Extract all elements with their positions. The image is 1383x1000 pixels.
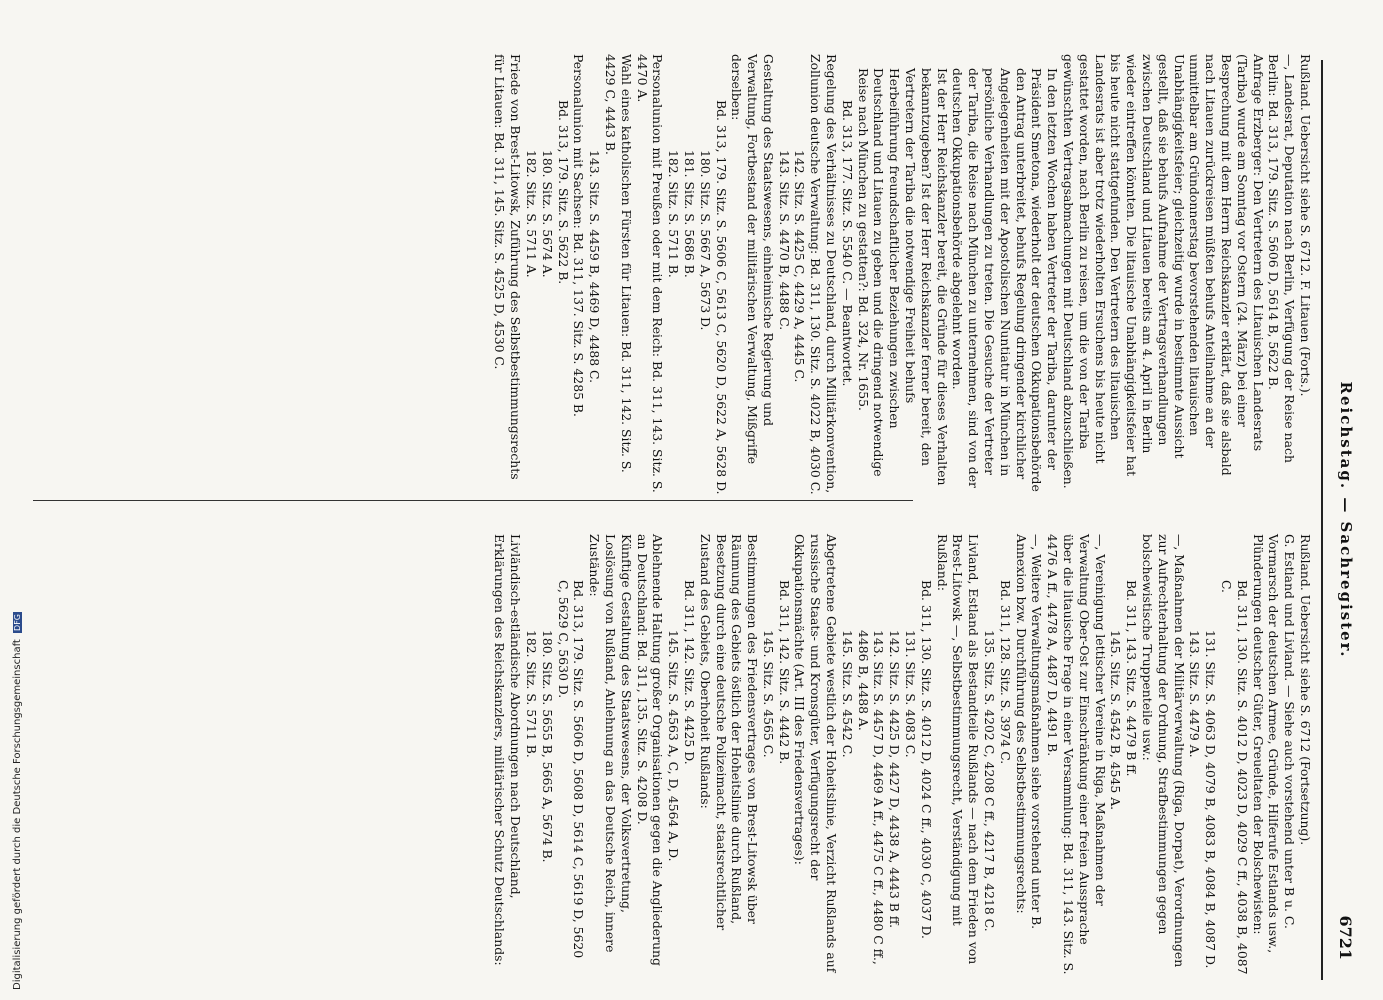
- digitization-credit: [12, 590, 32, 990]
- register-entry: Bd. 311, 142. Sitz. S. 4442 B.: [776, 580, 792, 765]
- register-entry: 180. Sitz. S. 5655 B, 5665 A, 5674 B.: [539, 630, 555, 863]
- register-entry: Bd. 311, 143. Sitz. S. 4479 B ff.: [1124, 580, 1140, 777]
- register-entry: Personalunion mit Preußen oder mit dem Reich: Bd. 311, 143. Sitz. S. 4470 A.: [634, 54, 666, 493]
- register-entry: G. Estland und Livland. — Siehe auch vorstehend unter B u. C.: [1282, 534, 1298, 929]
- register-entry: 143. Sitz. S. 4470 B, 4488 C.: [776, 150, 792, 331]
- register-entry: 131. Sitz. S. 4083 C.: [903, 630, 919, 758]
- register-entry: Bd. 313, 179. Sitz. S. 5622 B.: [555, 100, 571, 285]
- running-title: Reichstag. — Sachregister.: [1337, 381, 1355, 659]
- register-entry: 180. Sitz. S. 5667 A, 5673 D.: [697, 150, 713, 331]
- register-entry: Bd. 313, 177. Sitz. S. 5540 C. — Beantwortet.: [839, 100, 855, 387]
- column-divider: [33, 500, 913, 501]
- register-entry: In den letzten Wochen haben Vertreter der Tariba, darunter der Präsident Smetona, wiederholt der deutschen Okkupationsbehörde den Antrag unterbreitet, behufs Regelung dringender kirchlicher Angelegenheiten mit der Apostolischen Nuntiatur in München in persönliche Verhandlungen zu treten. Die Gesuche der Vertreter der Tariba, die Reise nach München zu unternehmen, sind von der deutschen Okkupationsbehörde abgelehnt worden.: [950, 68, 1061, 492]
- register-entry: Regelung des Verhältnisses zu Deutschland, durch Militärkonvention, Zollunion deutsche Verwaltung: Bd. 311, 130. Sitz. S. 4022 B, 4030 C.: [808, 54, 840, 495]
- register-entry: 145. Sitz. S. 4565 C.: [760, 630, 776, 758]
- register-entry: Abgetretene Gebiete westlich der Hoheitslinie, Verzicht Rußlands auf russische Staats- und Kronsgüter, Verfügungsrecht der Okkupationsmächte (Art. III des Friedensvertrages):: [792, 534, 840, 973]
- register-entry: —, Maßnahmen der Militärverwaltung (Riga, Dorpat), Verordnungen zur Aufrechterhaltung der Ordnung, Strafbestimmungen gegen bolschewistische Truppenteile usw.:: [1140, 534, 1187, 968]
- register-entry: Bd. 311, 142. Sitz. S. 4425 D.: [681, 580, 697, 765]
- register-entry: Ist der Herr Reichskanzler bereit, die Gründe für dieses Verhalten bekanntzugeben? Ist der Herr Reichskanzler ferner bereit, den Vertretern der Tariba die notwendige Freiheit behufs Herbeiführung freundschaftlicher Beziehungen zwischen Deutschland und Litauen zu geben und die dringend notwendige Reise nach München zu gestatten?: Bd. 324, Nr. 1655.: [855, 68, 950, 486]
- register-entry: 143. Sitz. S. 4457 D, 4469 A ff., 4475 C ff., 4480 C ff., 4486 B, 4488 A.: [855, 630, 887, 965]
- register-entry: —, Weitere Verwaltungsmaßnahmen siehe vorstehend unter B.: [1029, 534, 1045, 930]
- register-entry: Bd. 313, 179. Sitz. S. 5606 C, 5613 C, 5620 D, 5622 A, 5628 D.: [713, 100, 729, 495]
- register-entry: Livland, Estland als Bestandteile Rußlands — nach dem Frieden von Brest-Litowsk —, Selbstbestimmungsrecht, Verständigung mit Rußland:: [934, 534, 982, 965]
- page-header: [1325, 0, 1355, 1000]
- register-entry: Bd. 313, 179. Sitz. S. 5606 D, 5608 D, 5614 C, 5619 D, 5620 C, 5629 C, 5630 D.: [555, 580, 587, 959]
- register-entry: 145. Sitz. S. 4563 A, C, D, 4564 A, D.: [666, 630, 682, 862]
- register-entry: Gestaltung des Staatswesens, einheimische Regierung und Verwaltung, Fortbestand der militärischen Verwaltung, Mißgriffe derselben:: [729, 54, 776, 465]
- register-entry: 181. Sitz. S. 5686 B.: [681, 150, 697, 278]
- register-entry: 143. Sitz. S. 4479 A.: [1187, 630, 1203, 758]
- register-entry: 182. Sitz. S. 5711 B.: [523, 630, 539, 758]
- register-entry: 142. Sitz. S. 4425 D, 4427 D, 4438 A, 4443 B ff.: [887, 630, 903, 929]
- register-entry: 143. Sitz. S. 4459 B, 4469 D, 4488 C.: [587, 150, 603, 384]
- register-entry: 180. Sitz. S. 5674 A.: [539, 150, 555, 278]
- register-entry: 135. Sitz. S. 4202 C, 4208 C ff., 4217 B, 4218 C.: [982, 630, 998, 932]
- right-column: [43, 40, 1313, 495]
- register-entry: Ablehnende Haltung großer Organisationen gegen die Angliederung an Deutschland: Bd. 311, 135. Sitz. S. 4208 D.: [634, 534, 666, 966]
- register-entry: —, Landesrat, Deputation nach Berlin, Verfügung der Reise nach Berlin: Bd. 313, 179. Sitz. S. 5606 D, 5614 B, 5622 B.: [1266, 54, 1298, 463]
- credit-text: Digitalisierung gefördert durch die Deutsche Forschungsgemeinschaft: [12, 639, 23, 990]
- left-column: [43, 520, 1313, 975]
- register-entry: Livländisch-estländische Abordnungen nach Deutschland, Erklärungen des Reichskanzlers, militärischer Schutz Deutschlands:: [492, 534, 524, 966]
- register-entry: —, Vereinigung lettischer Vereine in Riga, Maßnahmen der Verwaltung Ober-Ost zur Einschränkung einer freien Aussprache über die litauische Frage in einer Versammlung: Bd. 311, 143. Sitz. S. 4476 A ff., 4478 A, 4487 D, 4491 B.: [1045, 534, 1108, 975]
- register-entry: Annexion bzw. Durchführung des Selbstbestimmungsrechts:: [1013, 534, 1029, 914]
- register-entry: 182. Sitz. S. 5711 B.: [666, 150, 682, 278]
- register-entry: Rußland. Uebersicht siehe S. 6712 (Fortsetzung).: [1298, 534, 1313, 846]
- register-entry: Rußland. Uebersicht siehe S. 6712. F. Litauen (Forts.).: [1298, 54, 1313, 397]
- register-entry: Vormarsch der deutschen Armee, Gründe, Hilferufe Estlands usw., Plünderungen deutscher Güter, Greueltaten der Bolschewisten:: [1250, 534, 1282, 954]
- register-entry: 145. Sitz. S. 4542 B, 4545 A.: [1108, 630, 1124, 811]
- register-entry: 142. Sitz. S. 4425 C, 4429 A, 4445 C.: [792, 150, 808, 383]
- register-entry: Künftige Gestaltung des Staatswesens, der Volksvertretung, Loslösung von Rußland, Anlehnung an das Deutsche Reich, innere Zustände:: [587, 534, 634, 953]
- register-entry: Personalunion mit Sachsen: Bd. 311, 137. Sitz. S. 4285 B.: [571, 54, 587, 417]
- page-number: 6721: [1336, 915, 1355, 960]
- register-entry: Friede von Brest-Litowsk, Zuführung des Selbstbestimmungsrechts für Litauen: Bd. 311, 145. Sitz. S. 4525 D, 4530 C.: [492, 54, 524, 480]
- register-entry: Bd. 311, 130. Sitz. S. 4012 D, 4023 D, 4029 C ff., 4038 B, 4087 C.: [1219, 580, 1250, 975]
- dfg-logo: DFG: [13, 614, 22, 631]
- register-entry: Bd. 311, 128. Sitz. S. 3974 C.: [997, 580, 1013, 765]
- register-entry: Wahl eines katholischen Fürsten für Litauen: Bd. 311, 142. Sitz. S. 4429 C, 4443 B.: [602, 54, 634, 473]
- register-entry: 131. Sitz. S. 4063 D, 4079 B, 4083 B, 4084 B, 4087 D.: [1203, 630, 1219, 969]
- register-entry: Bestimmungen des Friedensvertrages von Brest-Litowsk über Räumung des Gebiets östlich der Hoheitslinie durch Rußland, Besetzung durch eine deutsche Polizeimacht, staatsrechtlicher Zustand des Gebiets, Oberhoheit Rußlands:: [697, 534, 761, 931]
- register-entry: 145. Sitz. S. 4542 C.: [839, 630, 855, 758]
- header-rule: [1321, 60, 1323, 980]
- register-entry: Anfrage Erzberger: Den Vertretern des Litauischen Landesrats (Tariba) wurde am Sonntag vor Ostern (24. März) bei einer Besprechung mit dem Herrn Reichskanzler erklärt, daß sie alsbald nach Litauen zurückreisen müßten behufs Anteilnahme an der unmittelbar am Gründonnerstag bevorstehenden litauischen Unabhängigkeitsfeier; gleichzeitig wurde in bestimmte Aussicht gestellt, daß sie behufs Aufnahme der Vertragsverhandlungen zwischen Deutschland und Litauen bereits am 4. April in Berlin wieder eintreffen könnten. Die litauische Unabhängigkeitsfeier hat bis heute nicht stattgefunden. Den Vertretern des litauischen Landesrats ist aber trotz wiederholten Ersuchens bis heute nicht gestattet worden, nach Berlin zu reisen, um die von der Tariba gewünschten Vertragsabmachungen mit Deutschland abzuschließen.: [1061, 54, 1266, 489]
- register-entry: 182. Sitz. S. 5711 A.: [523, 150, 539, 278]
- register-entry: Bd. 311, 130. Sitz. S. 4012 D, 4024 C ff., 4030 C, 4037 D.: [918, 580, 934, 939]
